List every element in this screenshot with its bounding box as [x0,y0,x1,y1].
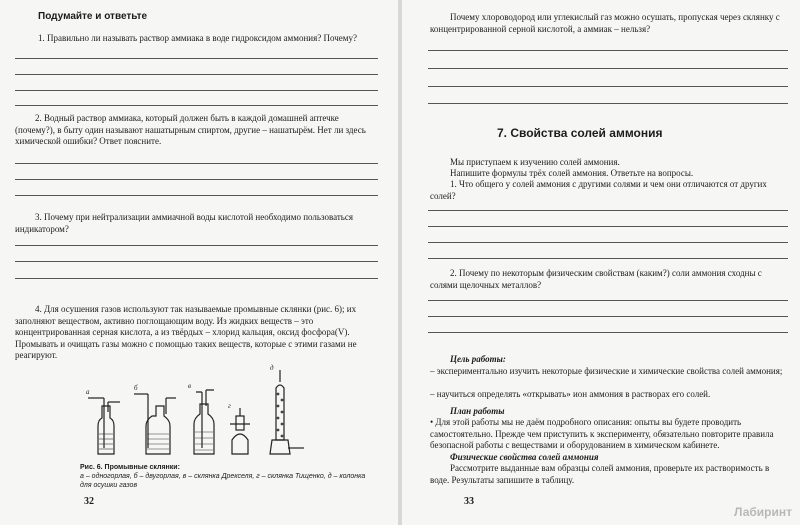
answer-line[interactable] [428,300,788,301]
answer-line[interactable] [428,258,788,259]
question-2: 2. Водный раствор аммиака, который должен быть в каждой домашней аптечке (почему?), в быту один называют нашатырным спиртом, другие – нашатырём. Нет ли здесь химической ошибки? Ответ поясните. [15,113,366,146]
instruction-paragraph: Напишите формулы трёх солей аммония. Ответьте на вопросы. [450,168,694,178]
figure-6 [80,364,340,464]
answer-line[interactable] [428,226,788,227]
answer-line[interactable] [428,210,788,211]
figure-caption [80,463,370,490]
goal-title: Цель работы: [450,354,506,364]
wash-bottles-illustration [80,368,340,464]
question-1: 1. Что общего у солей аммония с другими солями и чем они отличаются от других солей? [430,179,767,201]
answer-line[interactable] [15,245,378,246]
answer-line[interactable] [428,242,788,243]
question-4: 4. Для осушения газов используют так называемые промывные склянки (рис. 6); их заполняют веществом, активно поглощающим воду. Из жидких веществ – это концентрированная серная кислота, а из твёрдых – хлорид кальция, оксид фосфора(V). Промывать и очищать газы можно с помощью таких веществ, которые с этими газами не реагируют. [15,304,357,360]
page-number: 33 [464,496,474,507]
plan-text: • Для этой работы мы не даём подробного описания: опыты вы будете проводить самостоятельно. Прежде чем приступить к эксперименту, обязательно повторите правила безопасной работы с веществами и оборудованием в химическом кабинете. [430,417,774,450]
right-page [402,0,800,525]
answer-line[interactable] [428,68,788,69]
answer-line[interactable] [15,58,378,59]
answer-line[interactable] [428,332,788,333]
goal-item-2: – научиться определять «открывать» ион аммония в растворах его солей. [430,389,711,399]
intro-paragraph: Мы приступаем к изучению солей аммония. [450,157,620,167]
answer-line[interactable] [428,316,788,317]
question-3: 3. Почему при нейтрализации аммиачной воды кислотой необходимо пользоваться индикатором? [15,212,354,234]
figure-label: а [86,388,90,396]
plan-title: План работы [450,406,505,416]
answer-line[interactable] [15,278,378,279]
answer-line[interactable] [15,261,378,262]
answer-line[interactable] [428,86,788,87]
question-2: 2. Почему по некоторым физическим свойствам (каким?) соли аммония сходны с солями щелочных металлов? [430,268,762,290]
page-number: 32 [84,496,94,507]
physical-properties-title: Физические свойства солей аммония [450,452,599,462]
figure-label: в [188,382,192,390]
goal-item-1: – экспериментально изучить некоторые физические и химические свойства солей аммония; [430,366,783,376]
left-page [0,0,398,525]
figure-label: б [134,384,138,392]
answer-line[interactable] [15,74,378,75]
answer-line[interactable] [428,103,788,104]
figure-label: г [228,402,231,410]
figure-caption-text: а – одногорлая, б – двугорлая, в – склянка Дрекселя, г – склянка Тищенко, д – колонка для осушки газов [80,473,366,489]
answer-line[interactable] [15,179,378,180]
answer-line[interactable] [428,50,788,51]
figure-caption-title: Рис. 6. Промывные склянки: [80,464,180,471]
answer-line[interactable] [15,195,378,196]
figure-label: д [270,364,274,372]
intro-question: Почему хлороводород или углекислый газ можно осушать, пропуская через склянку с концентрированной серной кислотой, а аммиак – нельзя? [430,12,780,34]
answer-line[interactable] [15,90,378,91]
answer-line[interactable] [15,105,378,106]
section-heading: Подумайте и ответьте [38,11,148,22]
answer-line[interactable] [15,163,378,164]
physical-properties-text: Рассмотрите выданные вам образцы солей аммония, проверьте их растворимость в воде. Результаты запишите в таблицу. [430,463,770,485]
watermark-logo: Лабиринт [733,505,792,519]
question-1: 1. Правильно ли называть раствор аммиака в воде гидроксидом аммония? Почему? [38,33,357,43]
section-title: 7. Свойства солей аммония [497,126,663,140]
